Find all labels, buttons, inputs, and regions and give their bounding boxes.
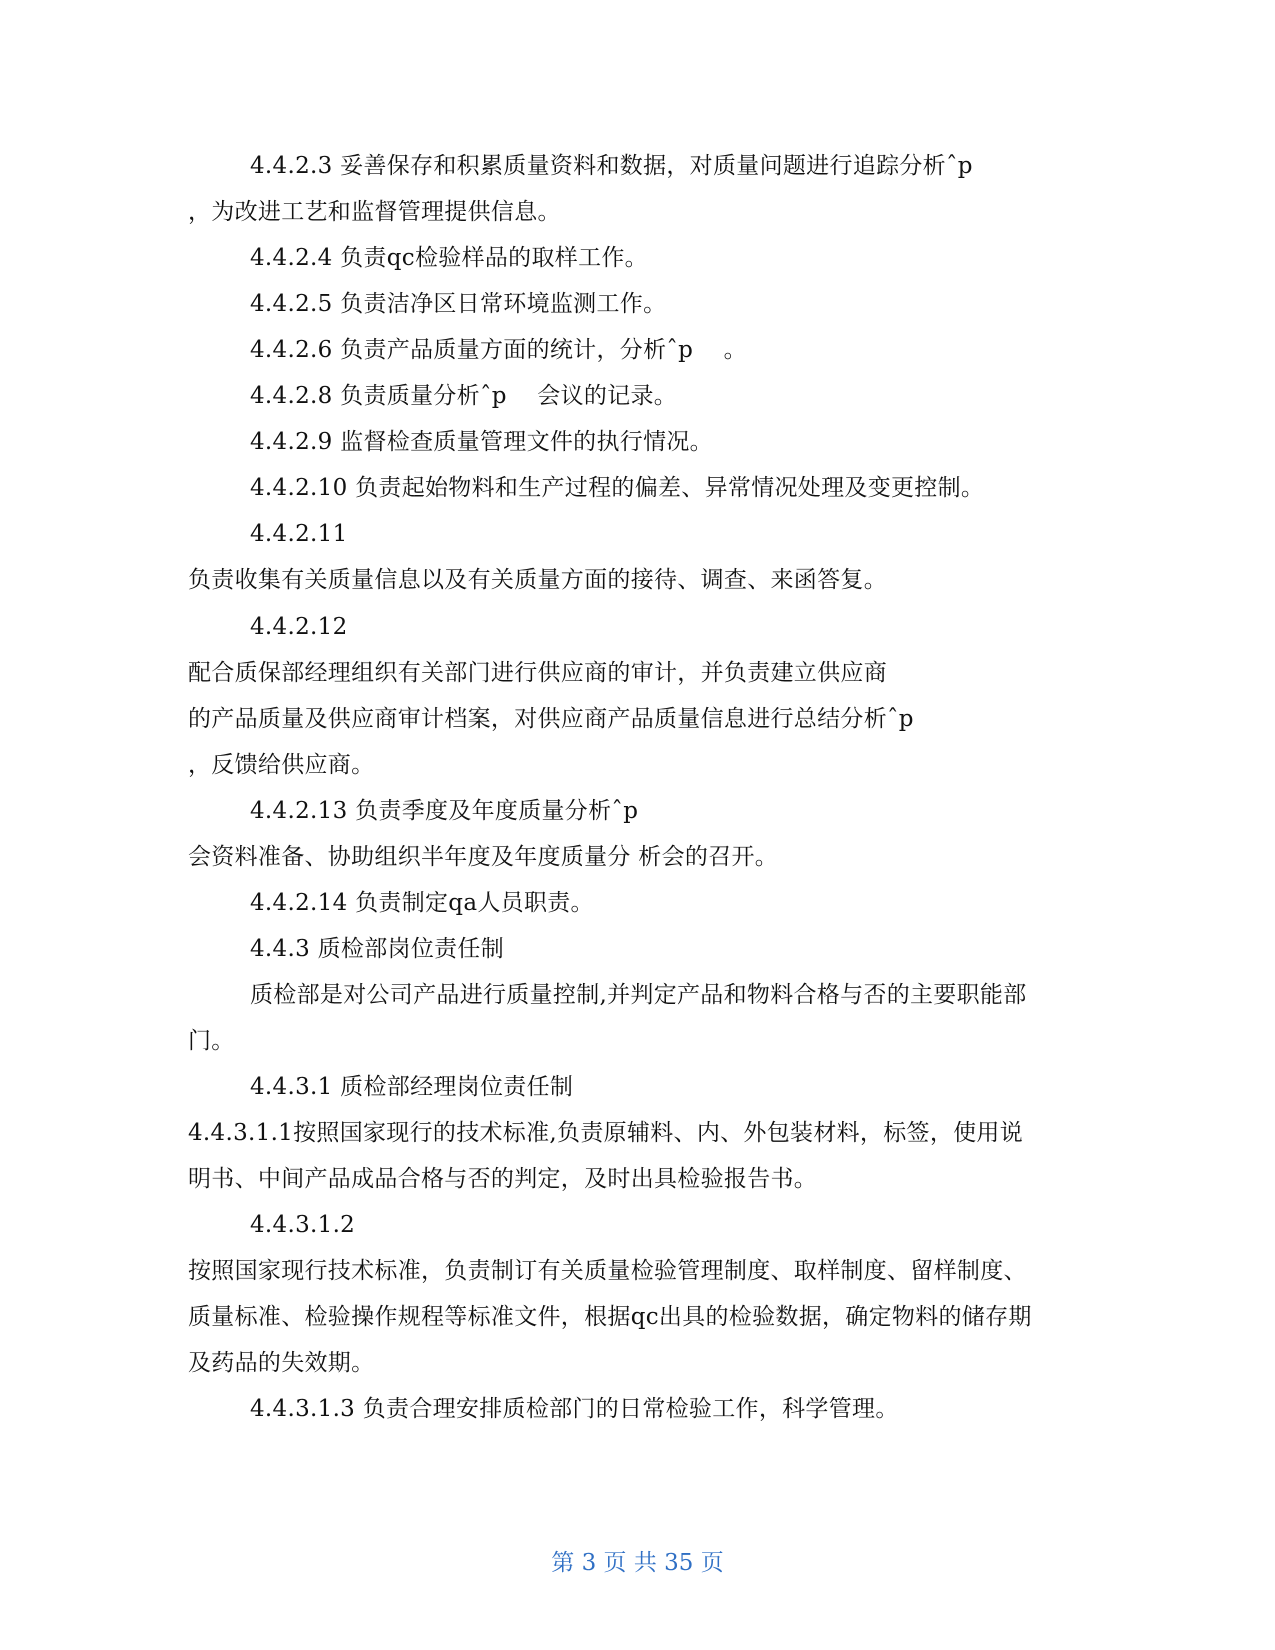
text-line: ，反馈给供应商。: [188, 752, 375, 778]
text-line: 4.4.2.10 负责起始物料和生产过程的偏差、异常情况处理及变更控制。: [250, 475, 985, 501]
text-line: 质检部是对公司产品进行质量控制,并判定产品和物料合格与否的主要职能部: [250, 982, 1027, 1008]
text-line: 的产品质量及供应商审计档案，对供应商产品质量信息进行总结分析ˆp: [188, 706, 914, 732]
text-line: 4.4.2.8 负责质量分析ˆp 会议的记录。: [250, 383, 678, 409]
text-line: 4.4.3.1.3 负责合理安排质检部门的日常检验工作，科学管理。: [250, 1396, 899, 1422]
text-line: 门。: [188, 1028, 235, 1054]
text-line: 4.4.2.4 负责qc检验样品的取样工作。: [250, 245, 648, 271]
text-line: 及药品的失效期。: [188, 1350, 375, 1376]
text-line: 明书、中间产品成品合格与否的判定，及时出具检验报告书。: [188, 1166, 818, 1192]
text-line: 4.4.2.14 负责制定qa人员职责。: [250, 890, 594, 916]
text-line: 4.4.2.11: [250, 521, 348, 547]
text-line: 质量标准、检验操作规程等标准文件，根据qc出具的检验数据，确定物料的储存期: [188, 1304, 1032, 1330]
text-line: 4.4.3.1.2: [250, 1212, 356, 1238]
text-line: 4.4.2.12: [250, 614, 348, 640]
text-line: 会资料准备、协助组织半年度及年度质量分 析会的召开。: [188, 844, 779, 870]
text-line: 4.4.3.1.1按照国家现行的技术标准,负责原辅料、内、外包装材料，标签，使用说: [188, 1120, 1024, 1146]
text-line: 4.4.2.5 负责洁净区日常环境监测工作。: [250, 291, 667, 317]
text-line: 配合质保部经理组织有关部门进行供应商的审计，并负责建立供应商: [188, 660, 887, 686]
text-line: 负责收集有关质量信息以及有关质量方面的接待、调查、来函答复。: [188, 567, 887, 593]
text-line: 按照国家现行技术标准，负责制订有关质量检验管理制度、取样制度、留样制度、: [188, 1258, 1027, 1284]
section-heading: 4.4.3 质检部岗位责任制: [250, 936, 505, 962]
page-number-footer: 第 3 页 共 35 页: [551, 1550, 724, 1576]
text-line: 4.4.2.9 监督检查质量管理文件的执行情况。: [250, 429, 713, 455]
text-line: ，为改进工艺和监督管理提供信息。: [188, 199, 561, 225]
text-line: 4.4.2.13 负责季度及年度质量分析ˆp: [250, 798, 639, 824]
section-heading: 4.4.3.1 质检部经理岗位责任制: [250, 1074, 574, 1100]
text-line: 4.4.2.3 妥善保存和积累质量资料和数据，对质量问题进行追踪分析ˆp: [250, 153, 973, 179]
text-line: 4.4.2.6 负责产品质量方面的统计，分析ˆp 。: [250, 337, 747, 363]
